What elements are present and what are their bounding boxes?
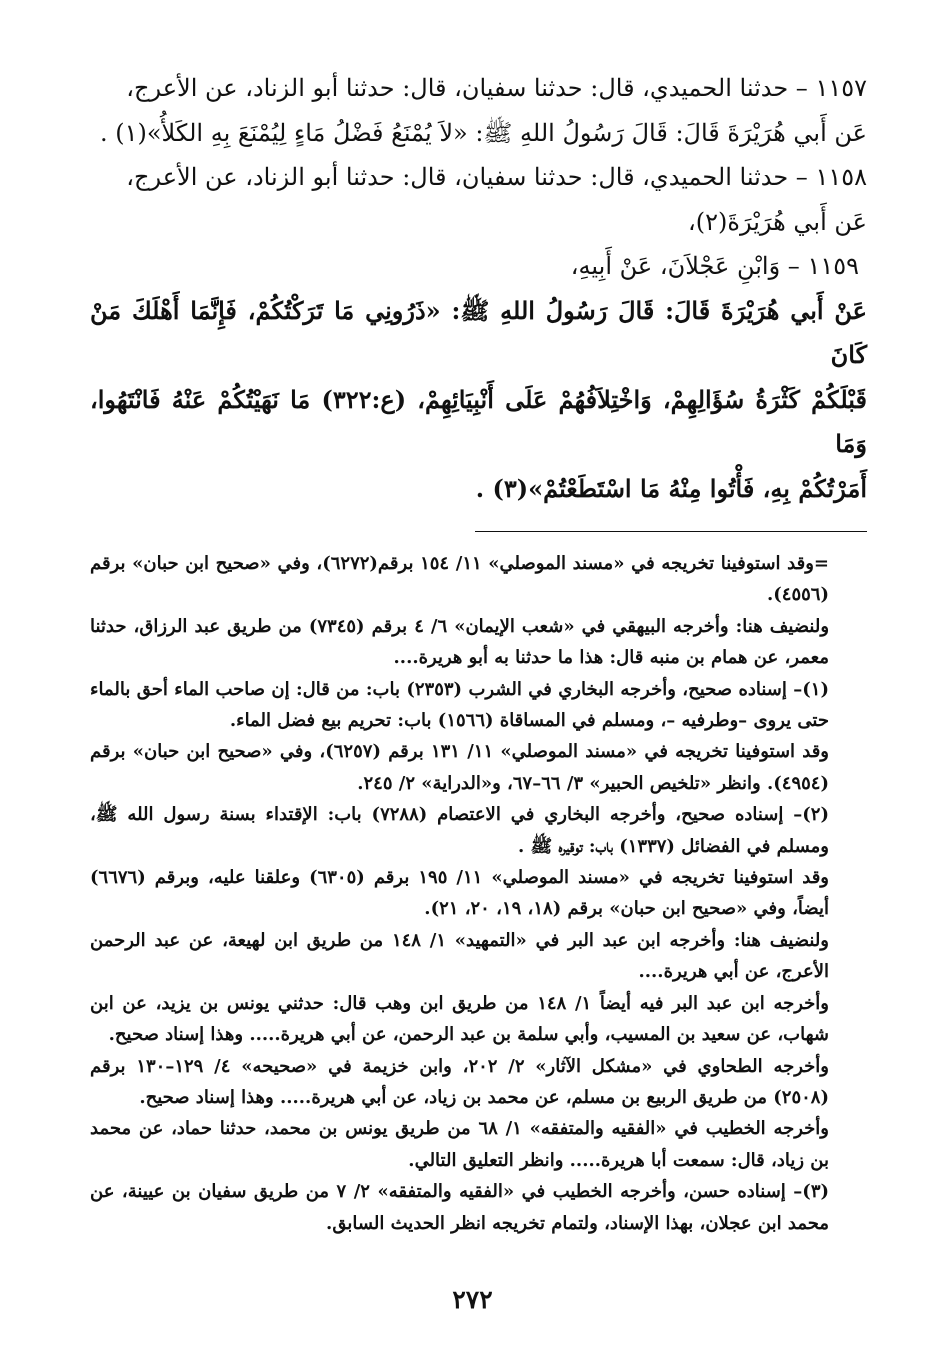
hadith-1158-chain: ١١٥٨ – حدثنا الحميدي، قال: حدثنا سفيان، قال: حدثنا أبو الزناد، عن الأعرج، [126,163,867,191]
hadith-text [90,66,867,511]
footnote-paragraph: ولنضيف هنا: وأخرجه ابن عبد البر في «التمهيد» ١/ ١٤٨ من طريق ابن لهيعة، عن عبد الرحمن الأعرج، عن أبي هريرة.... [90,929,829,983]
footnote-paragraph: (٢)– إسناده صحيح، وأخرجه البخاري في الاعتصام (٧٢٨٨) باب: الإقتداء بسنة رسول الله ﷺ، ومسلم في الفضائل (١٣٣٧) باب: توقيره ﷺ . [90,804,829,857]
footnote-paragraph: وقد استوفينا تخريجه في «مسند الموصلي» ١١/ ١٣١ برقم (٦٢٥٧)، وفي «صحيح ابن حبان» برقم (٤٩٥٤). وانظر «تلخيص الحبير» ٣/ ٦٦–٦٧، و«الدراية» ٢/ ٢٤٥. [90,741,830,794]
page-number: ٢٧٢ [452,1285,493,1314]
footnotes [90,548,867,1239]
footnote-paragraph: وأخرجه الخطيب في «الفقيه والمتفقه» ١/ ٦٨ من طريق يونس بن محمد، حدثنا حماد، عن محمد بن زياد، قال: سمعت أبا هريرة..... وانظر التعليق التالي. [90,1118,829,1171]
footnote-paragraph: وأخرجه الطحاوي في «مشكل الآثار» ٢/ ٢٠٢، وابن خزيمة في «صحيحه» ٤/ ١٢٩–١٣٠ برقم (٢٥٠٨) من طريق الربيع بن مسلم، عن محمد بن زياد، عن أبي هريرة..... وهذا إسناد صحيح. [90,1055,829,1108]
hadith-1159-text-line-2: قَبْلَكُمْ كَثْرَةُ سُؤَالِهِمْ، وَاخْتِلاَفُهُمْ عَلَى أَنْبِيَائِهِمْ، (ع:٣٢٢) مَا نَهَيْتُكُمْ عَنْهُ فَانْتَهُوا، وَمَا [90,384,867,458]
footnote-paragraph: =وقد استوفينا تخريجه في «مسند الموصلي» ١١/ ١٥٤ برقم(٦٢٧٢)، وفي «صحيح ابن حبان» برقم (٤٥٥٦). [90,553,830,606]
footnote-paragraph: وقد استوفينا تخريجه في «مسند الموصلي» ١١/ ١٩٥ برقم (٦٣٠٥) وعلقنا عليه، وبرقم (٦٦٧٦) أيضاً، وفي «صحيح ابن حبان» برقم (١٨، ١٩، ٢٠، ٢١). [90,867,830,920]
footnote-paragraph: (٣)– إسناده حسن، وأخرجه الخطيب في «الفقيه والمتفقه» ٢/ ٧ من طريق سفيان بن عيينة، عن محمد ابن عجلان، بهذا الإسناد، ولتمام تخريجه انظر الحديث السابق. [90,1181,830,1234]
footnote-separator [475,531,867,532]
hadith-1159-text-line-3: أَمَرْتُكُمْ بِهِ، فَأْتُوا مِنْهُ مَا اسْتَطَعْتُمْ»(٣) . [475,473,867,503]
footnote-paragraph: ولنضيف هنا: وأخرجه البيهقي في «شعب الإيمان» ٦/ ٤ برقم (٧٣٤٥) من طريق عبد الرزاق، حدثنا معمر، عن همام بن منبه قال: هذا ما حدثنا به أبو هريرة.... [90,615,830,669]
hadith-1158-text: عَن أَبي هُرَيْرَةَ(٢)، [688,207,867,236]
footnote-paragraph: (١)– إسناده صحيح، وأخرجه البخاري في الشرب (٢٣٥٣) باب: من قال: إن صاحب الماء أحق بالماء حتى يروى –وطرفيه –، ومسلم في المساقاة (١٥٦٦) باب: تحريم بيع فضل الماء. [90,678,829,732]
footnote-paragraph: وأخرجه ابن عبد البر فيه أيضاً ١/ ١٤٨ من طريق ابن وهب قال: حدثني يونس بن يزيد، عن ابن شهاب، عن سعيد بن المسيب، وأبي سلمة بن عبد الرحمن، عن أبي هريرة..... وهذا إسناد صحيح. [90,992,830,1046]
hadith-1157-text: عَن أَبي هُرَيْرَةَ قَالَ: قَالَ رَسُولُ اللهِ ﷺ: «لاَ يُمْنَعُ فَضْلُ مَاءٍ لِيُمْنَعَ بِهِ الكَلأُ»(١) . [99,118,867,147]
hadith-1159-chain: ١١٥٩ – وَابْنِ عَجْلاَنَ، عَنْ أَبِيهِ، [570,252,859,280]
hadith-1157-chain: ١١٥٧ – حدثنا الحميدي، قال: حدثنا سفيان، قال: حدثنا أبو الزناد، عن الأعرج، [126,74,867,102]
hadith-1159-text-line-1: عَنْ أَبي هُرَيْرَةَ قَالَ: قَالَ رَسُولُ اللهِ ﷺ: «ذَرُونِي مَا تَرَكْتُكُمْ، فَإِنَّمَا أَهْلَكَ مَنْ كَانَ [90,295,867,369]
